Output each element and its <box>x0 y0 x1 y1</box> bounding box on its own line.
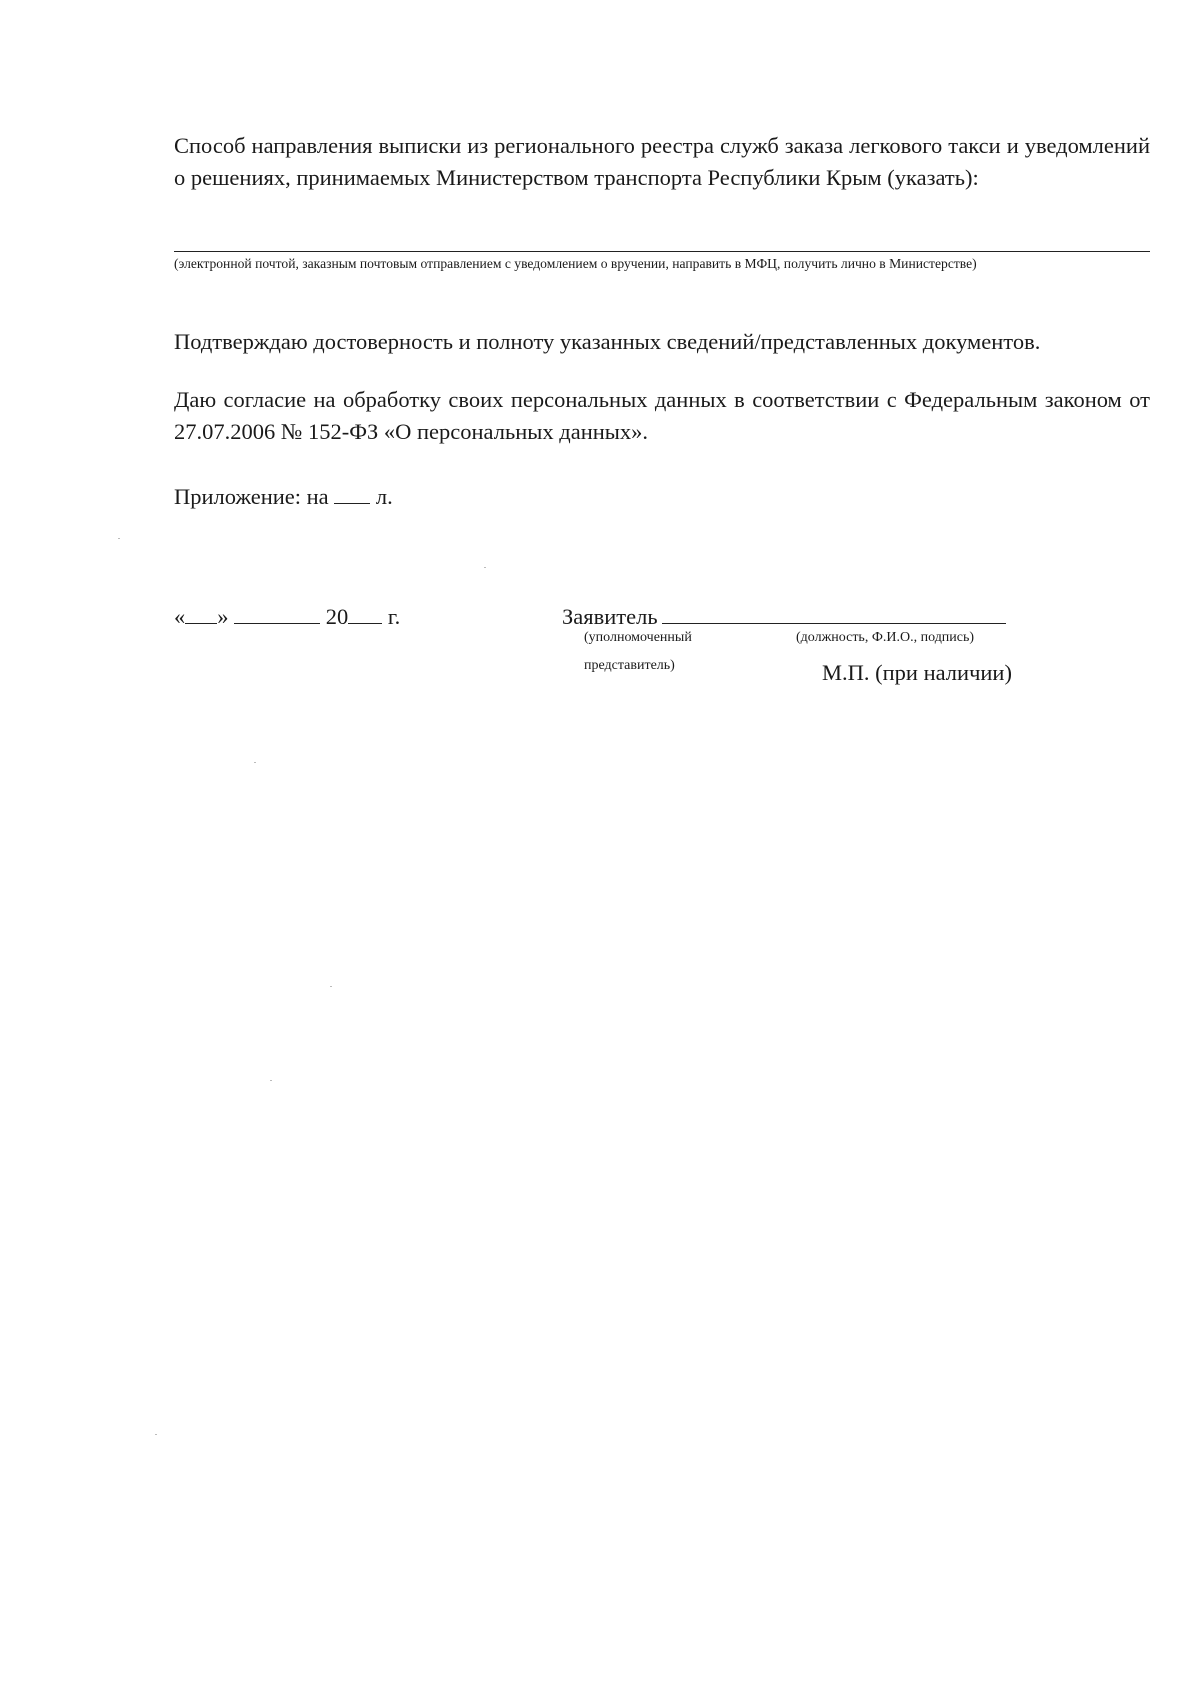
scan-speck <box>155 1434 157 1435</box>
date-year-field[interactable] <box>348 603 382 624</box>
stamp-place-label: М.П. (при наличии) <box>822 660 1012 685</box>
consent-section <box>174 384 1150 448</box>
date-year-prefix: 20 <box>325 604 349 629</box>
scan-speck <box>330 986 332 987</box>
delivery-method-fill-line[interactable] <box>174 251 1150 252</box>
date-line <box>174 603 400 631</box>
scan-speck <box>484 567 486 568</box>
date-month-field[interactable] <box>234 603 320 624</box>
attachment-prefix: Приложение: на <box>174 484 329 509</box>
signature-field[interactable] <box>662 603 1006 624</box>
scan-speck <box>118 538 120 539</box>
attachment-suffix: л. <box>375 484 393 509</box>
signature-line <box>562 603 1006 631</box>
date-open-quote: « <box>174 604 186 629</box>
date-year-suffix: г. <box>387 604 401 629</box>
signature-details-hint: (должность, Ф.И.О., подпись) <box>796 630 975 645</box>
confirmation-text: Подтверждаю достоверность и полноту указанных сведений/представленных документов. <box>174 329 1041 354</box>
signature-role-line2: представитель) <box>584 658 675 673</box>
delivery-method-hint: (электронной почтой, заказным почтовым отправлением с уведомлением о вручении, направить в МФЦ, получить лично в Министерстве) <box>174 256 977 271</box>
date-day-field[interactable] <box>185 603 217 624</box>
date-close-quote: » <box>217 604 229 629</box>
delivery-method-section <box>174 130 1150 194</box>
scan-speck <box>270 1080 272 1081</box>
consent-text: Даю согласие на обработку своих персональных данных в соответствии с Федеральным законом от 27.07.2006 № 152-ФЗ «О персональных данных». <box>174 387 1150 444</box>
signature-label: Заявитель <box>562 604 658 629</box>
delivery-method-text: Способ направления выписки из регионального реестра служб заказа легкового такси и уведомлений о решениях, принимаемых Министерством транспорта Республики Крым (указать): <box>174 133 1150 190</box>
signature-role-line1: (уполномоченный <box>584 630 692 645</box>
attachment-line <box>174 483 393 511</box>
confirmation-section <box>174 326 1150 358</box>
scan-speck <box>254 762 256 763</box>
attachment-sheets-field[interactable] <box>334 483 370 504</box>
